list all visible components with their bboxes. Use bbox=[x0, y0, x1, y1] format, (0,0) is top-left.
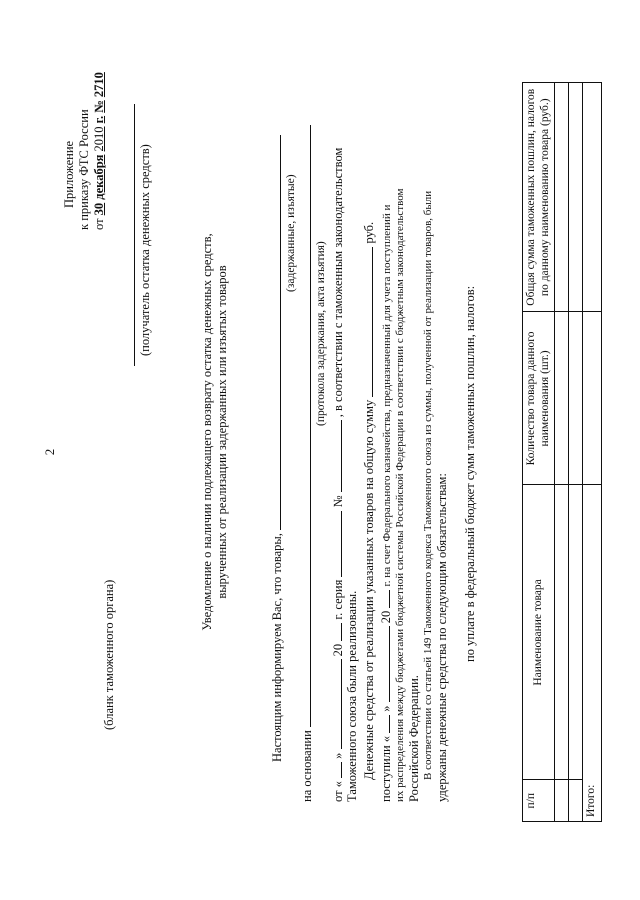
appendix-line2: к приказу ФТС России bbox=[76, 109, 91, 230]
duties-table bbox=[522, 82, 602, 822]
appendix-number: 2710 bbox=[91, 72, 106, 98]
total-label: Итого: bbox=[583, 485, 602, 822]
received-month-field[interactable] bbox=[377, 626, 390, 702]
table-total-row bbox=[583, 83, 602, 822]
notice-body bbox=[268, 102, 478, 802]
table-cell[interactable] bbox=[569, 83, 583, 312]
basis-label: на основании bbox=[300, 730, 315, 802]
header-goods-name: Наименование товара bbox=[523, 485, 555, 780]
received-label: поступили « bbox=[378, 735, 393, 802]
series-field[interactable] bbox=[329, 511, 342, 577]
title-line1: Уведомление о наличии подлежащего возврату остатка денежных средств, bbox=[200, 233, 214, 631]
from-label: от « bbox=[330, 781, 345, 802]
header-total-duties: Общая сумма таможенных пошлин, налогов по данному наименованию товара (руб.) bbox=[523, 83, 555, 312]
number-field[interactable] bbox=[329, 420, 342, 492]
document-title bbox=[200, 82, 230, 782]
appendix-day: 30 bbox=[91, 202, 106, 216]
legislation-tail: , в соответствии с таможенным законодательством bbox=[330, 147, 345, 418]
page-number: 2 bbox=[42, 448, 57, 456]
received-quote-close: » bbox=[378, 705, 393, 712]
goods-status-field[interactable] bbox=[268, 135, 281, 530]
header-quantity: Количество товара данного наименования (шт.) bbox=[523, 312, 555, 485]
withheld-line: удержаны денежные средства по следующим обязательствам: bbox=[434, 473, 449, 802]
from-quote-close: » bbox=[330, 752, 345, 759]
table-cell[interactable] bbox=[555, 780, 569, 822]
table-cell[interactable] bbox=[555, 83, 569, 312]
table-cell[interactable] bbox=[569, 485, 583, 780]
appendix-block bbox=[62, 60, 106, 230]
table-row bbox=[569, 83, 583, 822]
table-row bbox=[555, 83, 569, 822]
appendix-year: 2010 bbox=[91, 126, 106, 152]
money-text: Денежные средства от реализации указанных товаров на общую сумму bbox=[362, 399, 377, 780]
received-year-prefix: 20 bbox=[378, 610, 393, 624]
received-year-field[interactable] bbox=[377, 590, 390, 608]
table-cell[interactable] bbox=[555, 312, 569, 485]
total-quantity-cell[interactable] bbox=[583, 312, 602, 485]
table-cell[interactable] bbox=[569, 312, 583, 485]
date-series-line bbox=[329, 102, 346, 802]
table-cell[interactable] bbox=[555, 485, 569, 780]
appendix-date-prefix: от bbox=[91, 218, 106, 230]
received-line bbox=[377, 102, 394, 802]
basis-line bbox=[298, 102, 315, 802]
federal-line: по уплате в федеральный бюджет сумм таможенных пошлин, налогов: bbox=[463, 285, 478, 662]
received-tail: г. на счет Федерального казначейства, предназначенный для учета поступлений и bbox=[380, 204, 393, 587]
inform-text: Настоящим информируем Вас, что товары, bbox=[270, 533, 284, 762]
appendix-line1: Приложение bbox=[62, 140, 76, 208]
appendix-number-sign: № bbox=[91, 100, 106, 113]
header-index: п/п bbox=[523, 780, 555, 822]
blank-label: (бланк таможенного органа) bbox=[102, 579, 116, 730]
recipient-label: (получатель остатка денежных средств) bbox=[138, 144, 152, 356]
appendix-month: декабря bbox=[91, 154, 106, 200]
distribution-line: их распределения между бюджетами бюджетной системы Российской Федерации в соответствии с бюджетным законодательством bbox=[393, 188, 406, 802]
title-line2: вырученных от реализации задержанных или изъятых товаров bbox=[214, 265, 229, 599]
rf-line: Российской Федерации. bbox=[406, 675, 421, 802]
protocol-note: (протокола задержания, акта изъятия) bbox=[315, 241, 328, 426]
union-line: Таможенного союза были реализованы. bbox=[345, 590, 360, 802]
table-cell[interactable] bbox=[569, 780, 583, 822]
goods-note: (задержанные, изъятые) bbox=[284, 174, 297, 292]
appendix-year-suffix: г. bbox=[91, 115, 106, 124]
basis-field[interactable] bbox=[298, 125, 311, 727]
article-line: В соответствии со статьей 149 Таможенного кодекса Таможенного союза из суммы, полученной от реализации товаров, были bbox=[421, 190, 434, 780]
appendix-date-line bbox=[92, 60, 107, 230]
series-label: г. серия bbox=[330, 579, 345, 620]
from-month-field[interactable] bbox=[329, 659, 342, 749]
document-page bbox=[40, 62, 600, 842]
from-year-prefix: 20 bbox=[330, 643, 345, 657]
inform-line bbox=[268, 102, 285, 802]
rub-label: руб. bbox=[362, 221, 377, 244]
from-year-field[interactable] bbox=[329, 623, 342, 641]
total-amount-cell[interactable] bbox=[583, 83, 602, 312]
table-header-row bbox=[523, 83, 555, 822]
received-day-field[interactable] bbox=[377, 715, 390, 733]
number-label: № bbox=[330, 495, 345, 508]
recipient-line bbox=[134, 104, 135, 366]
amount-field[interactable] bbox=[360, 247, 373, 397]
from-day-field[interactable] bbox=[329, 762, 342, 778]
money-line bbox=[360, 102, 377, 802]
